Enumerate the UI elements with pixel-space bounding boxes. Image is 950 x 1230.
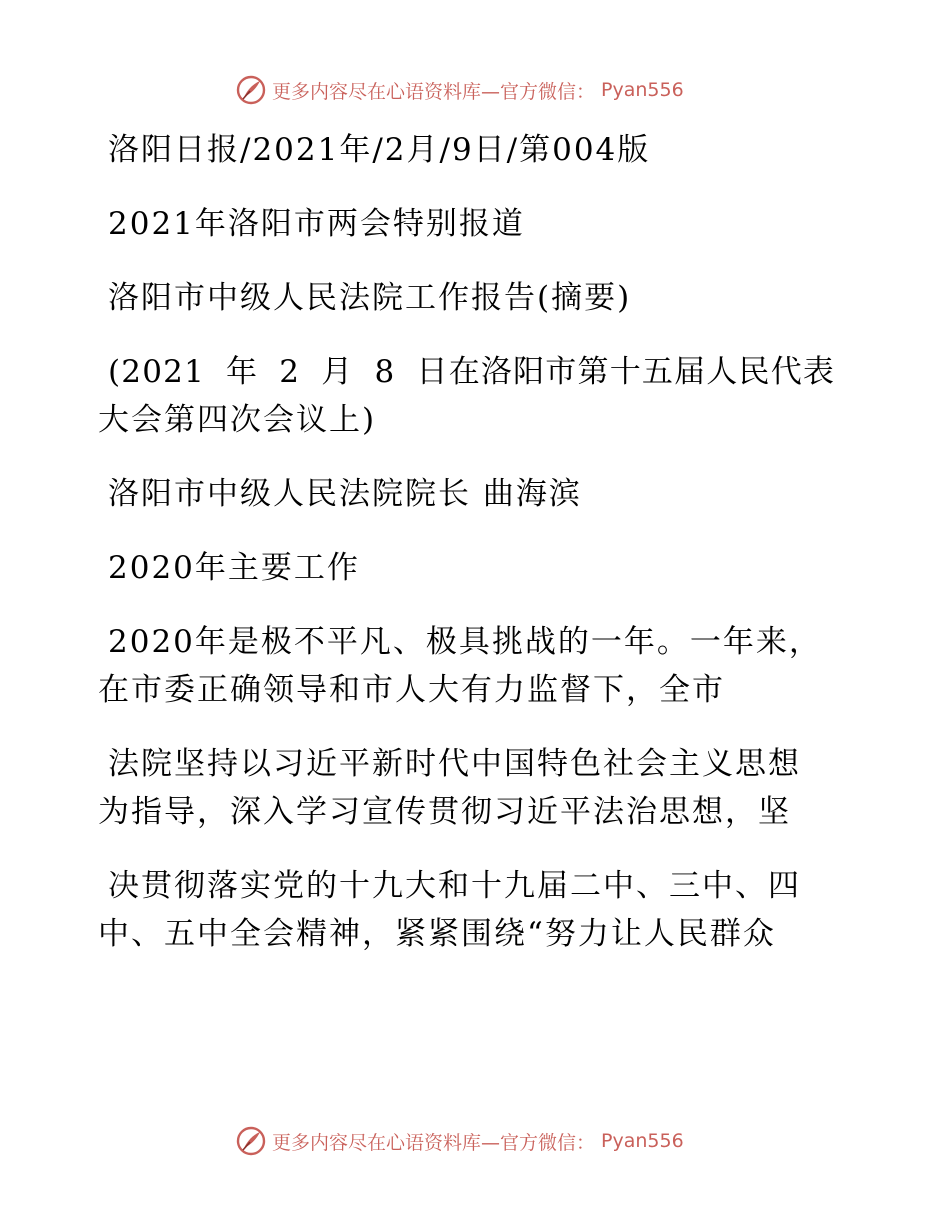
feather-pen-logo-icon [236,75,266,105]
body-paragraph-2-line2: 为指导，深入学习宣传贯彻习近平法治思想，坚 [98,794,791,830]
author-line: 洛阳市中级人民法院院长 曲海滨 [108,476,582,512]
footer-watermark [236,1124,684,1158]
watermark-text: 更多内容尽在心语资料库—官方微信： [272,1131,596,1154]
body-paragraph-1-line2: 在市委正确领导和市人大有力监督下，全市 [98,672,725,708]
section-heading: 2020年主要工作 [108,550,360,586]
header-watermark [236,73,684,107]
meeting-note-line1: (2021 年 2 月 8 日在洛阳市第十五届人民代表 [108,354,836,390]
body-paragraph-3 [98,862,801,958]
body-paragraph-1-line1: 2020年是极不平凡、极具挑战的一年。一年来， [108,624,822,660]
body-paragraph-1 [98,618,822,714]
feather-pen-logo-icon [236,1126,266,1156]
meeting-note-line2: 大会第四次会议上) [98,402,377,438]
watermark-text: 更多内容尽在心语资料库—官方微信： [272,80,596,103]
body-paragraph-2 [98,740,801,836]
watermark-wechat-id: Pyan556 [601,1130,684,1152]
body-paragraph-3-line2: 中、五中全会精神，紧紧围绕“努力让人民群众 [98,916,776,952]
meeting-note [98,348,835,444]
body-paragraph-2-line1: 法院坚持以习近平新时代中国特色社会主义思想 [108,746,801,782]
date-line: 洛阳日报/2021年/2月/9日/第004版 [108,132,651,168]
body-paragraph-3-line1: 决贯彻落实党的十九大和十九届二中、三中、四 [108,868,801,904]
report-title: 洛阳市中级人民法院工作报告(摘要) [108,280,632,316]
watermark-wechat-id: Pyan556 [601,79,684,101]
special-report-line: 2021年洛阳市两会特别报道 [108,206,525,242]
